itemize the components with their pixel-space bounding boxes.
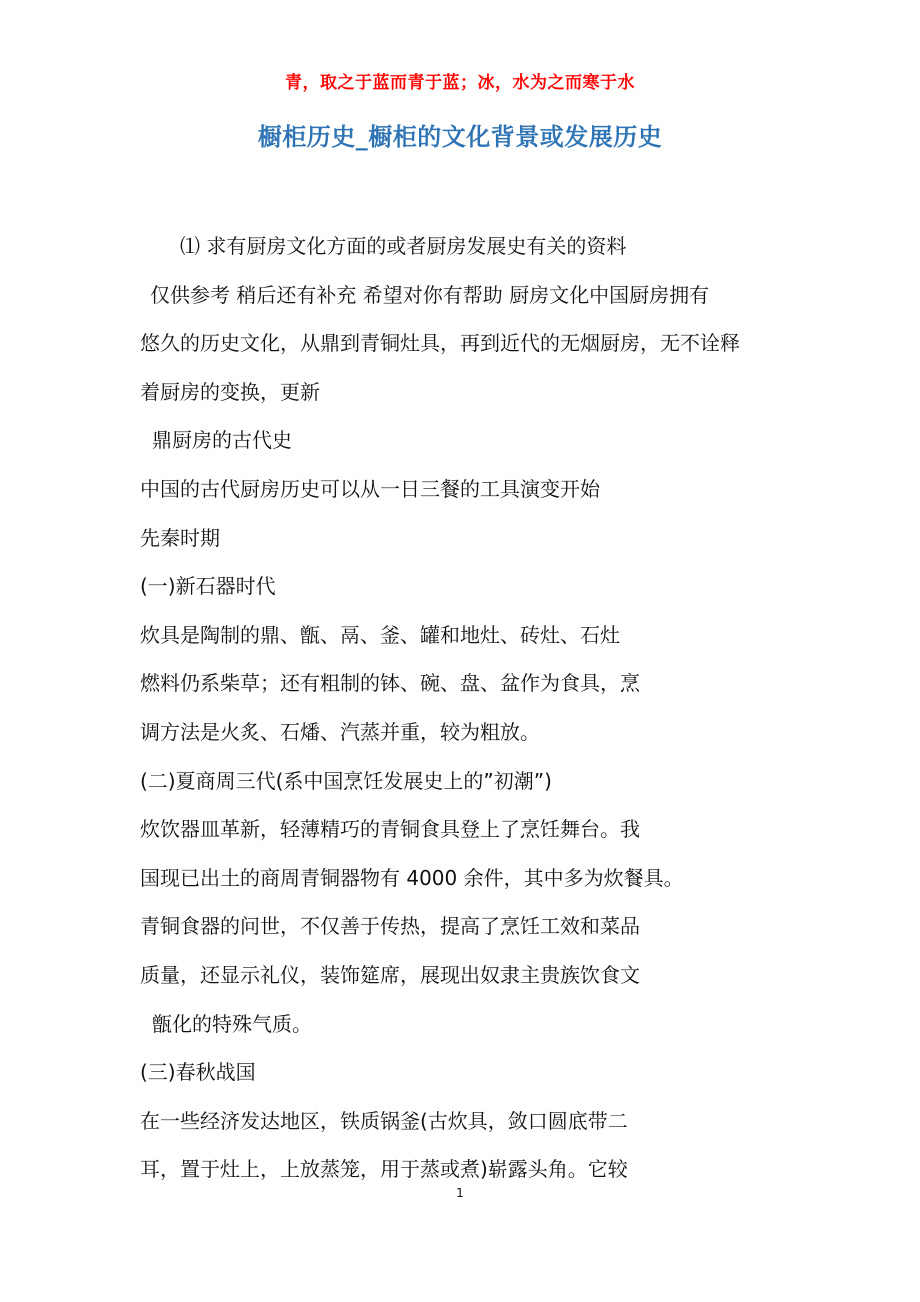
body-line: 国现已出土的商周青铜器物有 4000 余件，其中多为炊餐具。 [140,865,684,890]
document-body [140,228,790,1200]
body-line: 炊具是陶制的鼎、甑、鬲、釜、罐和地灶、砖灶、石灶 [140,622,620,647]
section-heading: 先秦时期 [140,525,220,550]
question-heading: ⑴ 求有厨房文化方面的或者厨房发展史有关的资料 [180,234,627,258]
document-title: 橱柜历史_橱柜的文化背景或发展历史 [257,123,663,151]
body-line: 在一些经济发达地区，铁质锅釜(古炊具，敛口圆底带二 [140,1108,628,1133]
body-line: 调方法是火炙、石燔、汽蒸并重，较为粗放。 [140,719,540,744]
body-line: 青铜食器的问世，不仅善于传热，提高了烹饪工效和菜品 [140,914,640,939]
body-line: 中国的古代厨房历史可以从一日三餐的工具演变开始 [140,476,600,501]
subsection-heading: (三)春秋战国 [140,1060,256,1085]
section-heading: 鼎厨房的古代史 [152,428,292,453]
page-number: 1 [456,1186,464,1200]
subsection-heading: (二)夏商周三代(系中国烹饪发展史上的”初潮”) [140,768,552,793]
header-quote: 青，取之于蓝而青于蓝；冰，水为之而寒于水 [285,73,635,93]
body-line: 着厨房的变换，更新 [140,379,320,404]
subsection-heading: (一)新石器时代 [140,574,276,599]
body-line: 耳，置于灶上，上放蒸笼，用于蒸或煮)崭露头角。它较 [140,1157,628,1182]
body-line: 甑化的特殊气质。 [152,1011,312,1036]
body-line: 炊饮器皿革新，轻薄精巧的青铜食具登上了烹饪舞台。我 [140,817,640,842]
body-line: 质量，还显示礼仪，装饰筵席，展现出奴隶主贵族饮食文 [140,962,640,987]
body-line: 悠久的历史文化，从鼎到青铜灶具，再到近代的无烟厨房，无不诠释 [140,331,740,356]
body-line: 燃料仍系柴草；还有粗制的钵、碗、盘、盆作为食具，烹 [140,671,640,696]
body-line: 仅供参考 稍后还有补充 希望对你有帮助 厨房文化中国厨房拥有 [150,282,710,307]
